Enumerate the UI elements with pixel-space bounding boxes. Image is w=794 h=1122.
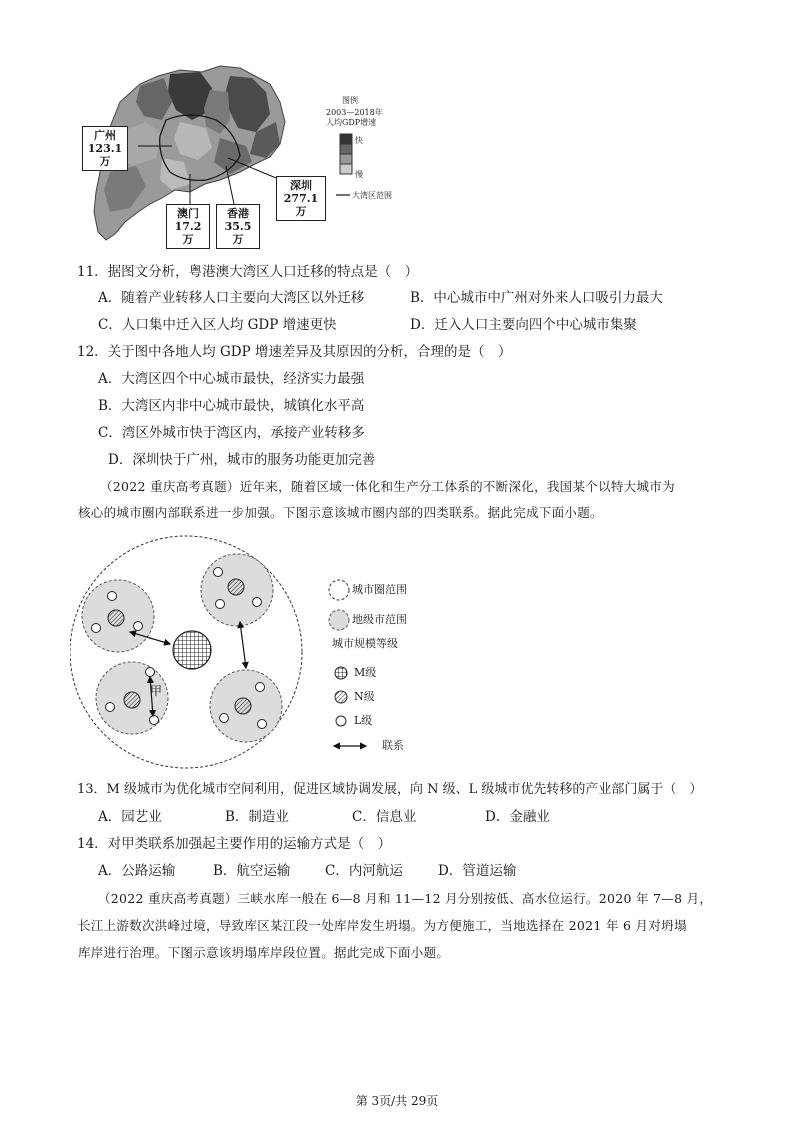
q12-option-c[interactable]: C．湾区外城市快于湾区内，承接产业转移多: [98, 425, 365, 441]
page-number-footer: 第 3页/共 29页: [355, 1094, 439, 1108]
map-legend-title: 图例: [342, 96, 358, 105]
intro-2-line-2: 核心的城市圈内部联系进一步加强。下图示意该城市圈内部的四类联系。据此完成下面小题。: [78, 505, 603, 520]
map-legend-bay-range: 大湾区范围: [352, 191, 392, 200]
legend-l-level: L级: [354, 714, 373, 727]
q13-option-d[interactable]: D．金融业: [485, 809, 550, 825]
q14-option-d[interactable]: D．管道运输: [438, 863, 517, 879]
q11-option-c[interactable]: C．人口集中迁入区人均 GDP 增速更快: [98, 317, 337, 333]
legend-scale-title: 城市规模等级: [332, 637, 398, 650]
gba-map-figure: [80, 62, 392, 248]
legend-n-level: N级: [354, 690, 375, 703]
map-legend-subtitle-1: 2003—2018年: [326, 108, 383, 117]
q12-option-a[interactable]: A．大湾区四个中心城市最快，经济实力最强: [98, 371, 365, 387]
q12-option-d[interactable]: D．深圳快于广州，城市的服务功能更加完善: [108, 452, 376, 468]
n-level-city: [108, 610, 124, 626]
macau-label: 澳门 17.2万: [166, 204, 210, 249]
q14-option-b[interactable]: B．航空运输: [213, 863, 291, 879]
intro-3-line-3: 库岸进行治理。下图示意该坍塌库岸段位置。据此完成下面小题。: [78, 945, 450, 960]
question-12-stem: 12．关于图中各地人均 GDP 增速差异及其原因的分析，合理的是（ ）: [77, 344, 512, 360]
intro-2-line-1: （2022 重庆高考真题）近年来，随着区域一体化和生产分工体系的不断深化，我国某个以特大城市为: [100, 479, 675, 494]
intro-3-line-1: （2022 重庆高考真题）三峡水库一般在 6—8 月和 11—12 月分别按低、高水位运行。2020 年 7—8 月，: [98, 891, 713, 906]
question-14-stem: 14．对甲类联系加强起主要作用的运输方式是（ ）: [77, 836, 392, 852]
guangzhou-label: 广州 123.1万: [82, 126, 128, 171]
question-11-stem: 11．据图文分析，粤港澳大湾区人口迁移的特点是（ ）: [77, 264, 419, 280]
q14-option-c[interactable]: C．内河航运: [325, 863, 403, 879]
n-level-city: [124, 692, 140, 708]
legend-city-circle-range: 城市圈范围: [352, 583, 407, 596]
question-13-stem: 13．M 级城市为优化城市空间利用，促进区域协调发展，向 N 级、L 级城市优先转移的产业部门属于（ ）: [77, 782, 703, 797]
legend-m-level: M级: [354, 666, 377, 679]
map-legend-slow: 慢: [355, 170, 363, 179]
map-legend-fast: 快: [355, 136, 363, 145]
q11-option-b[interactable]: B．中心城市中广州对外来人口吸引力最大: [410, 290, 663, 306]
n-level-city: [235, 698, 251, 714]
q13-option-c[interactable]: C．信息业: [352, 809, 417, 825]
legend-prefecture-range: 地级市范围: [352, 613, 407, 626]
diagram-jia-label: 甲: [150, 684, 163, 698]
link-arrow: [240, 622, 246, 668]
q13-option-a[interactable]: A．园艺业: [98, 809, 162, 825]
map-legend-subtitle-2: 人均GDP增速: [326, 118, 377, 127]
shenzhen-label: 深圳 277.1万: [276, 176, 326, 221]
m-level-city: [173, 631, 211, 669]
q11-option-d[interactable]: D．迁入人口主要向四个中心城市集聚: [410, 317, 637, 333]
n-level-city: [228, 579, 244, 595]
city-circle-diagram: [70, 532, 430, 774]
q13-option-b[interactable]: B．制造业: [225, 809, 289, 825]
intro-3-line-2: 长江上游数次洪峰过境，导致库区某江段一处库岸发生坍塌。为方便施工，当地选择在 2021 年 6 月对坍塌: [78, 918, 687, 933]
hongkong-label: 香港 35.5万: [216, 204, 260, 249]
q14-option-a[interactable]: A．公路运输: [98, 863, 176, 879]
q11-option-a[interactable]: A．随着产业转移人口主要向大湾区以外迁移: [98, 290, 365, 306]
q12-option-b[interactable]: B．大湾区内非中心城市最快，城镇化水平高: [98, 398, 365, 414]
legend-link: 联系: [382, 739, 404, 752]
city-circle-svg: [70, 532, 430, 774]
